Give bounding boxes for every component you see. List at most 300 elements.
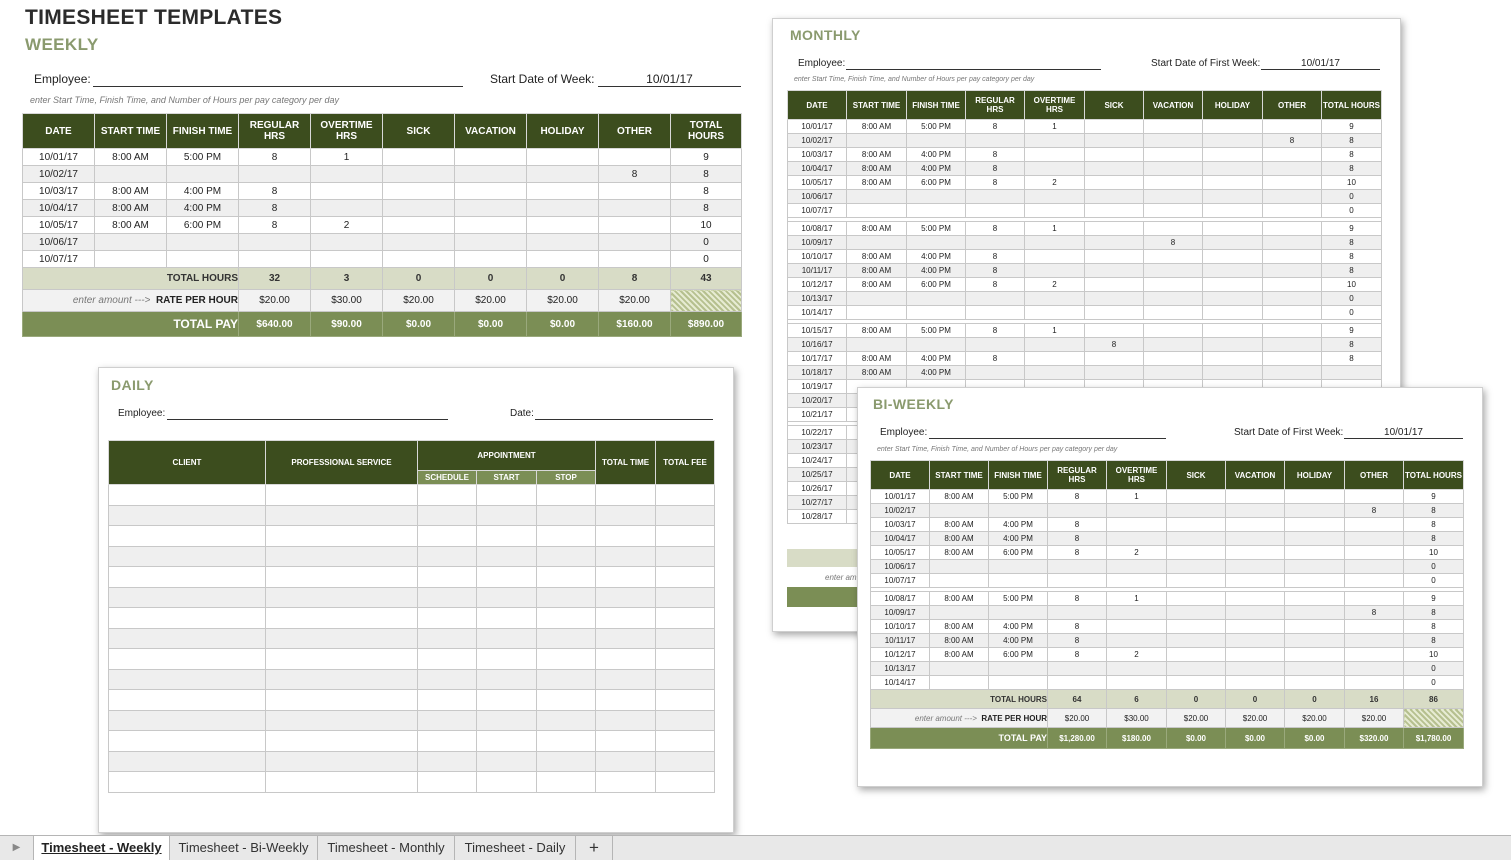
weekly-cell[interactable] — [95, 234, 167, 251]
biweekly-cell[interactable] — [1226, 490, 1285, 504]
daily-cell[interactable] — [537, 485, 596, 506]
monthly-cell[interactable]: 1 — [1025, 324, 1085, 338]
daily-cell[interactable] — [418, 608, 477, 629]
monthly-cell[interactable] — [1203, 190, 1263, 204]
monthly-cell[interactable] — [966, 134, 1025, 148]
daily-cell[interactable] — [656, 690, 715, 711]
biweekly-cell[interactable] — [1345, 574, 1404, 588]
monthly-cell[interactable] — [1144, 324, 1203, 338]
daily-cell[interactable] — [477, 772, 537, 793]
monthly-cell[interactable]: 4:00 PM — [907, 352, 966, 366]
daily-cell[interactable] — [418, 772, 477, 793]
monthly-cell[interactable]: 8 — [1322, 338, 1382, 352]
biweekly-cell[interactable]: 8:00 AM — [930, 532, 989, 546]
monthly-cell[interactable] — [1025, 148, 1085, 162]
monthly-cell[interactable] — [1144, 190, 1203, 204]
monthly-cell[interactable]: 10/27/17 — [788, 496, 847, 510]
weekly-cell[interactable]: 5:00 PM — [167, 149, 239, 166]
weekly-cell[interactable] — [95, 251, 167, 268]
monthly-cell[interactable] — [1203, 292, 1263, 306]
biweekly-cell[interactable]: 8 — [1048, 648, 1107, 662]
biweekly-cell[interactable]: 10/05/17 — [871, 546, 930, 560]
biweekly-cell[interactable]: 8 — [1048, 620, 1107, 634]
tab-timesheet-daily[interactable]: Timesheet - Daily — [455, 836, 576, 860]
biweekly-cell[interactable] — [1048, 504, 1107, 518]
daily-cell[interactable] — [266, 649, 418, 670]
biweekly-cell[interactable] — [1285, 518, 1345, 532]
biweekly-cell[interactable]: 8:00 AM — [930, 518, 989, 532]
monthly-cell[interactable] — [1263, 162, 1322, 176]
biweekly-cell[interactable]: 8 — [1048, 532, 1107, 546]
biweekly-cell[interactable]: 10/09/17 — [871, 606, 930, 620]
biweekly-cell[interactable]: 9 — [1404, 490, 1464, 504]
daily-cell[interactable] — [418, 649, 477, 670]
weekly-cell[interactable] — [599, 183, 671, 200]
monthly-cell[interactable]: 10/10/17 — [788, 250, 847, 264]
biweekly-cell[interactable]: 8 — [1404, 620, 1464, 634]
daily-cell[interactable] — [109, 649, 266, 670]
daily-cell[interactable] — [266, 505, 418, 526]
monthly-cell[interactable] — [847, 190, 907, 204]
biweekly-cell[interactable]: 10/10/17 — [871, 620, 930, 634]
weekly-cell[interactable]: 8 — [671, 183, 742, 200]
biweekly-cell[interactable] — [1345, 620, 1404, 634]
biweekly-cell[interactable] — [1226, 634, 1285, 648]
biweekly-cell[interactable] — [989, 676, 1048, 690]
monthly-cell[interactable]: 8 — [1322, 148, 1382, 162]
biweekly-rate-value[interactable]: $20.00 — [1345, 709, 1404, 728]
tab-timesheet-weekly[interactable]: Timesheet - Weekly — [34, 836, 170, 860]
monthly-employee-field[interactable] — [846, 59, 1101, 70]
biweekly-cell[interactable] — [1167, 532, 1226, 546]
monthly-cell[interactable]: 0 — [1322, 292, 1382, 306]
biweekly-cell[interactable]: 8 — [1404, 606, 1464, 620]
daily-cell[interactable] — [537, 690, 596, 711]
daily-cell[interactable] — [418, 546, 477, 567]
monthly-cell[interactable] — [1263, 352, 1322, 366]
monthly-cell[interactable] — [1085, 264, 1144, 278]
monthly-cell[interactable] — [1263, 222, 1322, 236]
weekly-cell[interactable] — [95, 166, 167, 183]
monthly-cell[interactable] — [1203, 338, 1263, 352]
monthly-cell[interactable] — [1144, 134, 1203, 148]
monthly-cell[interactable] — [1203, 222, 1263, 236]
monthly-cell[interactable] — [1203, 120, 1263, 134]
monthly-cell[interactable] — [1025, 190, 1085, 204]
biweekly-cell[interactable] — [989, 560, 1048, 574]
weekly-cell[interactable] — [383, 234, 455, 251]
daily-cell[interactable] — [656, 649, 715, 670]
monthly-cell[interactable]: 8:00 AM — [847, 250, 907, 264]
daily-cell[interactable] — [656, 772, 715, 793]
biweekly-cell[interactable] — [1285, 504, 1345, 518]
biweekly-cell[interactable]: 8:00 AM — [930, 490, 989, 504]
biweekly-cell[interactable] — [1345, 592, 1404, 606]
daily-cell[interactable] — [477, 731, 537, 752]
monthly-cell[interactable]: 8 — [1322, 162, 1382, 176]
daily-cell[interactable] — [418, 505, 477, 526]
monthly-cell[interactable] — [1144, 176, 1203, 190]
monthly-start-value[interactable]: 10/01/17 — [1261, 58, 1380, 70]
biweekly-cell[interactable]: 10/12/17 — [871, 648, 930, 662]
biweekly-cell[interactable] — [1226, 504, 1285, 518]
daily-cell[interactable] — [266, 546, 418, 567]
daily-cell[interactable] — [537, 751, 596, 772]
monthly-cell[interactable] — [1263, 190, 1322, 204]
weekly-cell[interactable] — [527, 234, 599, 251]
monthly-cell[interactable]: 10/24/17 — [788, 454, 847, 468]
monthly-cell[interactable] — [1085, 222, 1144, 236]
daily-cell[interactable] — [109, 587, 266, 608]
monthly-cell[interactable] — [1263, 250, 1322, 264]
biweekly-cell[interactable] — [1048, 606, 1107, 620]
daily-cell[interactable] — [656, 567, 715, 588]
monthly-cell[interactable]: 2 — [1025, 278, 1085, 292]
monthly-cell[interactable]: 9 — [1322, 222, 1382, 236]
biweekly-cell[interactable]: 10/01/17 — [871, 490, 930, 504]
biweekly-cell[interactable] — [1048, 574, 1107, 588]
biweekly-rate-value[interactable]: $30.00 — [1107, 709, 1167, 728]
weekly-cell[interactable]: 8:00 AM — [95, 183, 167, 200]
biweekly-cell[interactable] — [1167, 620, 1226, 634]
monthly-cell[interactable]: 10/08/17 — [788, 222, 847, 236]
biweekly-cell[interactable] — [1107, 504, 1167, 518]
monthly-cell[interactable] — [1263, 366, 1322, 380]
monthly-cell[interactable]: 10/05/17 — [788, 176, 847, 190]
monthly-cell[interactable]: 5:00 PM — [907, 120, 966, 134]
biweekly-cell[interactable] — [1226, 518, 1285, 532]
monthly-cell[interactable] — [1203, 352, 1263, 366]
biweekly-cell[interactable] — [930, 504, 989, 518]
weekly-cell[interactable] — [527, 166, 599, 183]
monthly-cell[interactable] — [1263, 148, 1322, 162]
monthly-cell[interactable] — [1085, 292, 1144, 306]
weekly-cell[interactable] — [599, 149, 671, 166]
daily-date-field[interactable] — [535, 408, 713, 420]
monthly-cell[interactable]: 1 — [1025, 222, 1085, 236]
monthly-cell[interactable]: 10/13/17 — [788, 292, 847, 306]
monthly-cell[interactable]: 8 — [1085, 338, 1144, 352]
biweekly-cell[interactable]: 0 — [1404, 676, 1464, 690]
monthly-cell[interactable]: 8 — [966, 352, 1025, 366]
daily-cell[interactable] — [596, 751, 656, 772]
biweekly-cell[interactable]: 10 — [1404, 546, 1464, 560]
daily-cell[interactable] — [109, 546, 266, 567]
weekly-cell[interactable]: 8:00 AM — [95, 200, 167, 217]
daily-cell[interactable] — [596, 587, 656, 608]
monthly-cell[interactable] — [1144, 250, 1203, 264]
daily-cell[interactable] — [537, 526, 596, 547]
daily-cell[interactable] — [596, 608, 656, 629]
daily-cell[interactable] — [418, 751, 477, 772]
daily-cell[interactable] — [109, 710, 266, 731]
daily-cell[interactable] — [266, 587, 418, 608]
monthly-cell[interactable]: 8 — [1263, 134, 1322, 148]
biweekly-rate-value[interactable]: $20.00 — [1167, 709, 1226, 728]
biweekly-cell[interactable] — [1167, 592, 1226, 606]
weekly-cell[interactable]: 8 — [239, 149, 311, 166]
monthly-cell[interactable]: 10 — [1322, 278, 1382, 292]
daily-cell[interactable] — [596, 485, 656, 506]
biweekly-cell[interactable] — [1167, 490, 1226, 504]
weekly-cell[interactable]: 10/06/17 — [23, 234, 95, 251]
monthly-cell[interactable]: 4:00 PM — [907, 148, 966, 162]
monthly-cell[interactable] — [907, 190, 966, 204]
daily-cell[interactable] — [596, 567, 656, 588]
monthly-cell[interactable] — [1203, 148, 1263, 162]
biweekly-cell[interactable] — [1167, 676, 1226, 690]
weekly-cell[interactable]: 9 — [671, 149, 742, 166]
biweekly-cell[interactable] — [1107, 606, 1167, 620]
monthly-cell[interactable] — [847, 338, 907, 352]
monthly-cell[interactable]: 8:00 AM — [847, 120, 907, 134]
monthly-cell[interactable]: 8 — [966, 176, 1025, 190]
biweekly-cell[interactable] — [1107, 574, 1167, 588]
monthly-cell[interactable]: 4:00 PM — [907, 366, 966, 380]
monthly-cell[interactable]: 8 — [1322, 250, 1382, 264]
daily-cell[interactable] — [266, 731, 418, 752]
daily-cell[interactable] — [109, 690, 266, 711]
monthly-cell[interactable] — [1085, 324, 1144, 338]
daily-cell[interactable] — [266, 628, 418, 649]
daily-cell[interactable] — [656, 587, 715, 608]
monthly-cell[interactable]: 9 — [1322, 324, 1382, 338]
weekly-cell[interactable] — [599, 234, 671, 251]
biweekly-cell[interactable] — [1285, 676, 1345, 690]
daily-cell[interactable] — [656, 751, 715, 772]
daily-cell[interactable] — [109, 608, 266, 629]
monthly-cell[interactable] — [1025, 250, 1085, 264]
biweekly-cell[interactable] — [1345, 518, 1404, 532]
monthly-cell[interactable]: 8 — [1322, 134, 1382, 148]
monthly-cell[interactable] — [966, 338, 1025, 352]
monthly-cell[interactable] — [966, 236, 1025, 250]
daily-cell[interactable] — [477, 690, 537, 711]
monthly-cell[interactable]: 8 — [966, 162, 1025, 176]
monthly-cell[interactable] — [1203, 264, 1263, 278]
daily-cell[interactable] — [596, 649, 656, 670]
daily-cell[interactable] — [266, 772, 418, 793]
daily-cell[interactable] — [537, 628, 596, 649]
biweekly-cell[interactable] — [1107, 634, 1167, 648]
biweekly-cell[interactable] — [1107, 676, 1167, 690]
daily-cell[interactable] — [109, 772, 266, 793]
weekly-rate-value[interactable]: $20.00 — [599, 290, 671, 312]
weekly-cell[interactable] — [383, 217, 455, 234]
daily-cell[interactable] — [537, 546, 596, 567]
weekly-cell[interactable]: 2 — [311, 217, 383, 234]
daily-cell[interactable] — [109, 669, 266, 690]
weekly-cell[interactable]: 8 — [671, 200, 742, 217]
daily-cell[interactable] — [537, 772, 596, 793]
biweekly-cell[interactable]: 10/02/17 — [871, 504, 930, 518]
weekly-rate-value[interactable]: $20.00 — [239, 290, 311, 312]
biweekly-cell[interactable]: 8 — [1048, 592, 1107, 606]
daily-cell[interactable] — [537, 608, 596, 629]
monthly-cell[interactable] — [1263, 324, 1322, 338]
biweekly-cell[interactable]: 8:00 AM — [930, 592, 989, 606]
biweekly-cell[interactable] — [1167, 518, 1226, 532]
biweekly-employee-field[interactable] — [929, 428, 1166, 439]
biweekly-cell[interactable]: 6:00 PM — [989, 546, 1048, 560]
daily-cell[interactable] — [537, 669, 596, 690]
monthly-cell[interactable]: 10/20/17 — [788, 394, 847, 408]
daily-cell[interactable] — [656, 608, 715, 629]
biweekly-cell[interactable] — [1285, 648, 1345, 662]
weekly-cell[interactable] — [455, 217, 527, 234]
monthly-cell[interactable] — [1085, 352, 1144, 366]
monthly-cell[interactable]: 8:00 AM — [847, 366, 907, 380]
monthly-cell[interactable] — [966, 190, 1025, 204]
biweekly-cell[interactable]: 8 — [1048, 546, 1107, 560]
monthly-cell[interactable] — [1025, 264, 1085, 278]
biweekly-cell[interactable] — [1345, 634, 1404, 648]
monthly-cell[interactable]: 8:00 AM — [847, 264, 907, 278]
biweekly-start-value[interactable]: 10/01/17 — [1344, 427, 1463, 439]
monthly-cell[interactable] — [1203, 250, 1263, 264]
weekly-cell[interactable] — [311, 200, 383, 217]
daily-cell[interactable] — [418, 690, 477, 711]
daily-cell[interactable] — [266, 690, 418, 711]
biweekly-cell[interactable] — [1226, 560, 1285, 574]
monthly-cell[interactable]: 8:00 AM — [847, 162, 907, 176]
biweekly-cell[interactable] — [930, 662, 989, 676]
weekly-rate-value[interactable]: $20.00 — [527, 290, 599, 312]
biweekly-cell[interactable]: 5:00 PM — [989, 490, 1048, 504]
biweekly-cell[interactable]: 2 — [1107, 546, 1167, 560]
daily-cell[interactable] — [266, 751, 418, 772]
daily-cell[interactable] — [656, 710, 715, 731]
monthly-cell[interactable] — [1085, 250, 1144, 264]
biweekly-cell[interactable] — [1285, 490, 1345, 504]
biweekly-cell[interactable] — [1048, 662, 1107, 676]
monthly-cell[interactable] — [1263, 338, 1322, 352]
monthly-cell[interactable] — [847, 292, 907, 306]
daily-cell[interactable] — [109, 731, 266, 752]
biweekly-cell[interactable]: 0 — [1404, 574, 1464, 588]
daily-cell[interactable] — [596, 669, 656, 690]
biweekly-cell[interactable] — [1285, 560, 1345, 574]
daily-cell[interactable] — [266, 669, 418, 690]
sheet-nav-play-icon[interactable]: ▶ — [0, 836, 34, 860]
weekly-cell[interactable] — [527, 251, 599, 268]
monthly-cell[interactable]: 10/22/17 — [788, 426, 847, 440]
weekly-cell[interactable] — [311, 234, 383, 251]
weekly-cell[interactable]: 8:00 AM — [95, 217, 167, 234]
biweekly-cell[interactable]: 8 — [1404, 504, 1464, 518]
biweekly-cell[interactable] — [1167, 662, 1226, 676]
biweekly-cell[interactable] — [1226, 606, 1285, 620]
monthly-cell[interactable] — [907, 292, 966, 306]
monthly-cell[interactable]: 10/02/17 — [788, 134, 847, 148]
daily-cell[interactable] — [477, 505, 537, 526]
monthly-cell[interactable] — [907, 204, 966, 218]
monthly-cell[interactable]: 8:00 AM — [847, 222, 907, 236]
monthly-cell[interactable] — [1203, 176, 1263, 190]
daily-cell[interactable] — [477, 485, 537, 506]
monthly-cell[interactable]: 1 — [1025, 120, 1085, 134]
biweekly-cell[interactable]: 10/13/17 — [871, 662, 930, 676]
daily-cell[interactable] — [477, 751, 537, 772]
monthly-cell[interactable]: 8 — [966, 148, 1025, 162]
weekly-cell[interactable]: 8 — [239, 183, 311, 200]
weekly-cell[interactable]: 8 — [239, 217, 311, 234]
monthly-cell[interactable] — [1025, 134, 1085, 148]
monthly-cell[interactable] — [1085, 120, 1144, 134]
monthly-cell[interactable]: 8 — [966, 222, 1025, 236]
biweekly-cell[interactable] — [1226, 648, 1285, 662]
biweekly-cell[interactable]: 4:00 PM — [989, 532, 1048, 546]
biweekly-cell[interactable]: 4:00 PM — [989, 634, 1048, 648]
monthly-cell[interactable] — [1263, 306, 1322, 320]
weekly-cell[interactable]: 10/04/17 — [23, 200, 95, 217]
weekly-cell[interactable] — [455, 166, 527, 183]
biweekly-cell[interactable]: 8:00 AM — [930, 620, 989, 634]
monthly-cell[interactable] — [1322, 366, 1382, 380]
monthly-cell[interactable] — [1203, 306, 1263, 320]
biweekly-cell[interactable] — [1226, 574, 1285, 588]
biweekly-cell[interactable] — [1107, 620, 1167, 634]
weekly-employee-field[interactable] — [93, 72, 463, 87]
biweekly-cell[interactable] — [930, 606, 989, 620]
biweekly-rate-value[interactable]: $20.00 — [1226, 709, 1285, 728]
monthly-cell[interactable]: 8:00 AM — [847, 148, 907, 162]
biweekly-cell[interactable] — [1167, 634, 1226, 648]
weekly-cell[interactable] — [455, 251, 527, 268]
biweekly-cell[interactable] — [1345, 546, 1404, 560]
biweekly-cell[interactable]: 4:00 PM — [989, 620, 1048, 634]
monthly-cell[interactable]: 8 — [966, 250, 1025, 264]
monthly-cell[interactable]: 8 — [966, 264, 1025, 278]
daily-cell[interactable] — [537, 567, 596, 588]
daily-cell[interactable] — [656, 485, 715, 506]
weekly-cell[interactable]: 10/07/17 — [23, 251, 95, 268]
weekly-cell[interactable] — [239, 166, 311, 183]
biweekly-cell[interactable] — [1285, 620, 1345, 634]
monthly-cell[interactable]: 10/16/17 — [788, 338, 847, 352]
daily-cell[interactable] — [109, 526, 266, 547]
monthly-cell[interactable] — [1025, 204, 1085, 218]
weekly-cell[interactable] — [311, 166, 383, 183]
monthly-cell[interactable] — [1085, 148, 1144, 162]
weekly-cell[interactable] — [167, 251, 239, 268]
monthly-cell[interactable] — [1085, 134, 1144, 148]
weekly-cell[interactable] — [167, 234, 239, 251]
weekly-rate-value[interactable]: $20.00 — [455, 290, 527, 312]
daily-employee-field[interactable] — [167, 408, 448, 420]
monthly-cell[interactable]: 10/19/17 — [788, 380, 847, 394]
monthly-cell[interactable]: 10/07/17 — [788, 204, 847, 218]
monthly-cell[interactable]: 9 — [1322, 120, 1382, 134]
monthly-cell[interactable] — [907, 306, 966, 320]
daily-cell[interactable] — [477, 628, 537, 649]
weekly-cell[interactable] — [599, 200, 671, 217]
monthly-cell[interactable]: 2 — [1025, 176, 1085, 190]
biweekly-cell[interactable] — [1167, 648, 1226, 662]
monthly-cell[interactable]: 8 — [966, 120, 1025, 134]
daily-cell[interactable] — [418, 587, 477, 608]
daily-cell[interactable] — [656, 526, 715, 547]
daily-cell[interactable] — [418, 567, 477, 588]
biweekly-cell[interactable]: 8 — [1404, 532, 1464, 546]
weekly-cell[interactable] — [455, 183, 527, 200]
weekly-cell[interactable]: 4:00 PM — [167, 200, 239, 217]
biweekly-cell[interactable]: 1 — [1107, 592, 1167, 606]
weekly-cell[interactable]: 4:00 PM — [167, 183, 239, 200]
biweekly-cell[interactable] — [1167, 504, 1226, 518]
weekly-cell[interactable]: 10/01/17 — [23, 149, 95, 166]
monthly-cell[interactable]: 10/23/17 — [788, 440, 847, 454]
